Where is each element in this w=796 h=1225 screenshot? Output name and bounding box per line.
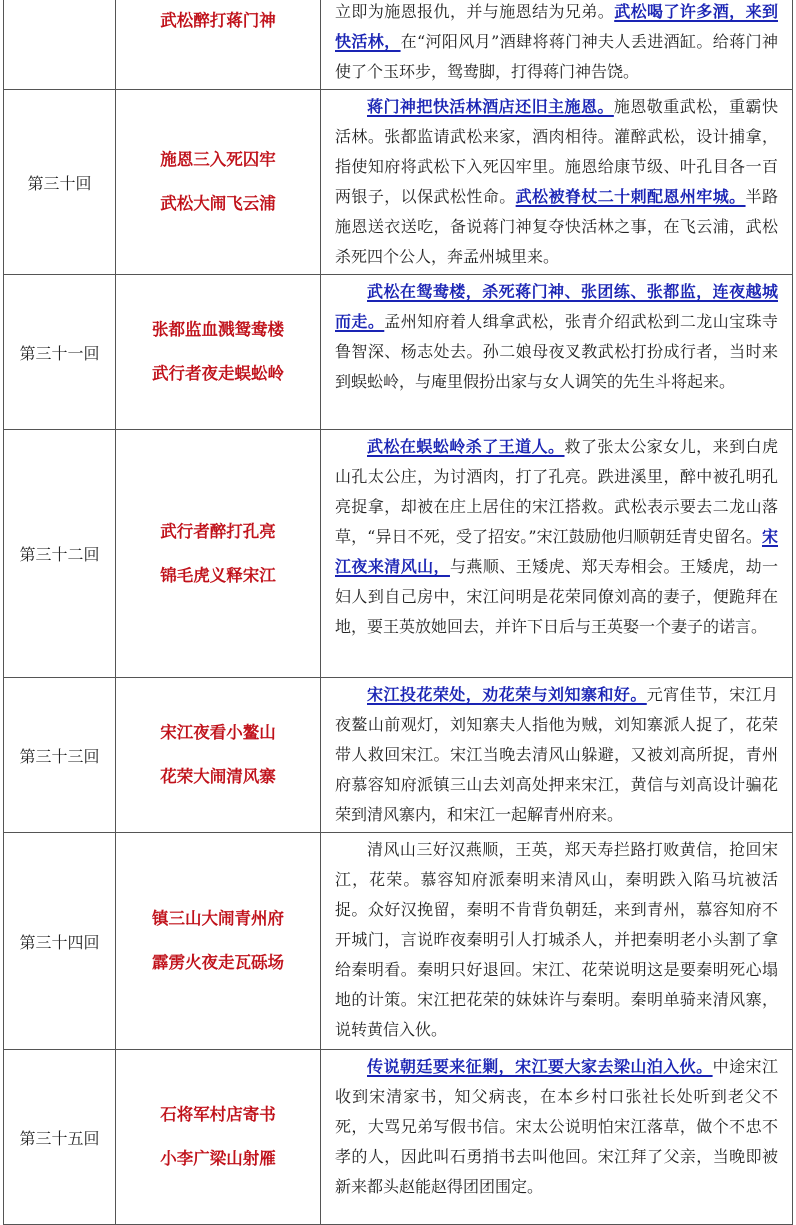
chapter-title-cell [116,275,321,430]
chapter-row [4,275,793,430]
highlighted-phrase: 武松喝了许多酒，来到快活林， [335,2,778,51]
summary-text: 元宵佳节，宋江月夜鳌山前观灯，刘知寨夫人指他为贼，刘知寨派人捉了，花荣带人救回宋江。宋江当晚去清风山躲避，又被刘高所捉，青州府慕容知府派镇三山去刘高处押来宋江，黄信与刘高设计骗花荣到清风寨内，和宋江一起解青州府来。 [335,685,778,824]
chapter-row [4,0,793,90]
highlighted-phrase: 蒋门神把快活林酒店还旧主施恩。 [367,97,614,116]
summary-paragraph [335,680,778,830]
chapter-summary [321,275,793,430]
chapter-title-cell [116,0,321,90]
chapter-title-line: 武行者夜走蜈蚣岭 [152,364,284,383]
summary-text: 在“河阳风月”酒肆将蒋门神夫人丢进酒缸。给蒋门神使了个玉环步，鸳鸯脚，打得蒋门神告饶。 [335,32,778,81]
chapter-title-line: 石将军村店寄书 [160,1105,276,1124]
chapter-summary [321,0,793,90]
summary-paragraph [335,835,778,1045]
summary-text: 救了张太公家女儿，来到白虎山孔太公庄，为讨酒肉，打了孔亮。跌进溪里，醉中被孔明孔亮捉拿，却被在庄上居住的宋江搭救。武松表示要去二龙山落草，“异日不死，受了招安。”宋江鼓励他归顺朝廷青史留名。 [335,437,778,546]
chapter-summary-table [3,0,793,1225]
summary-text: 孟州知府着人缉拿武松，张青介绍武松到二龙山宝珠寺鲁智深、杨志处去。孙二娘母夜叉教武松打扮成行者，当时来到蜈蚣岭，与庵里假扮出家与女人调笑的先生斗将起来。 [335,312,778,391]
highlighted-phrase: 宋江夜来清风山， [335,527,778,576]
chapter-row [4,833,793,1050]
chapter-row [4,678,793,833]
highlighted-phrase: 传说朝廷要来征剿，宋江要大家去梁山泊入伙。 [367,1057,713,1076]
chapter-title-line: 武行者醉打孔亮 [160,521,276,541]
chapter-row [4,90,793,275]
chapter-summary [321,90,793,275]
chapter-number: 第三十二回 [4,430,116,678]
chapter-title-cell [116,678,321,833]
chapter-number: 第三十一回 [4,275,116,430]
summary-paragraph [335,1052,778,1202]
summary-text: 中途宋江收到宋清家书，知父病丧，在本乡村口张社长处听到老父不死，大骂兄弟写假书信。宋太公说明怕宋江落草，做个不忠不孝的人，因此叫石勇捎书去叫他回。宋江拜了父亲，当晚即被新来都头赵能赵得团团围定。 [335,1057,778,1196]
chapter-title-line: 张都监血溅鸳鸯楼 [152,320,284,339]
chapter-summary [321,1050,793,1225]
table-body [4,0,793,1225]
summary-text: 施恩敬重武松，重霸快活林。张都监请武松来家，酒肉相待。灌醉武松，设计捕拿，指使知府将武松下入死囚牢里。施恩给康节级、叶孔目各一百两银子，以保武松性命。 [335,97,778,206]
chapter-title-line: 宋江夜看小鳌山 [160,723,276,742]
summary-text: 与燕顺、王矮虎、郑天寿相会。王矮虎，劫一妇人到自己房中，宋江问明是花荣同僚刘高的妻子，便跪拜在地，要王英放她回去，并许下日后与王英娶一个妻子的诺言。 [335,557,778,636]
summary-paragraph [335,0,778,87]
chapter-title-line: 施恩三入死囚牢 [160,150,276,169]
chapter-number: 第三十三回 [4,678,116,833]
summary-text: 清风山三好汉燕顺，王英，郑天寿拦路打败黄信，抢回宋江，花荣。慕容知府派秦明来清风山，秦明跌入陷马坑被活捉。众好汉挽留，秦明不肯背负朝廷，来到青州，慕容知府不开城门，言说昨夜秦明引人打城杀人，并把秦明老小头割了拿给秦明看。秦明只好退回。宋江、花荣说明这是要秦明死心塌地的计策。宋江把花荣的妹妹许与秦明。秦明单骑来清风寨，说转黄信入伙。 [335,840,778,1039]
chapter-title-line: 武松醉打蒋门神 [160,11,276,30]
chapter-title-line: 小李广梁山射雁 [160,1149,276,1168]
chapter-number: 第三十四回 [4,833,116,1050]
chapter-row [4,430,793,678]
chapter-title-line: 镇三山大闹青州府 [152,909,284,928]
chapter-title-cell [116,1050,321,1225]
chapter-title-line: 锦毛虎义释宋江 [160,565,276,585]
summary-paragraph [335,432,778,642]
highlighted-phrase: 宋江投花荣处，劝花荣与刘知寨和好。 [367,685,647,704]
chapter-summary [321,833,793,1050]
chapter-summary [321,678,793,833]
chapter-title-cell [116,833,321,1050]
chapter-number: 第三十五回 [4,1050,116,1225]
chapter-number [4,0,116,90]
chapter-title-line: 霹雳火夜走瓦砾场 [152,953,284,972]
summary-paragraph [335,277,778,397]
chapter-title-line: 花荣大闹清风寨 [160,767,276,786]
chapter-row [4,1050,793,1225]
summary-paragraph [335,92,778,272]
chapter-number: 第三十回 [4,90,116,275]
chapter-title-line: 武松大闹飞云浦 [160,194,276,213]
highlighted-phrase: 武松被脊杖二十刺配恩州牢城。 [515,187,746,206]
summary-text: 半路施恩送衣送吃，备说蒋门神复夺快活林之事，在飞云浦，武松杀死四个公人，奔孟州城里来。 [335,187,778,266]
highlighted-phrase: 武松在蜈蚣岭杀了王道人。 [367,437,565,456]
chapter-title-cell [116,90,321,275]
summary-text: 立即为施恩报仇，并与施恩结为兄弟。 [335,2,615,21]
chapter-summary [321,430,793,678]
chapter-title-cell [116,430,321,678]
highlighted-phrase: 武松在鸳鸯楼，杀死蒋门神、张团练、张都监，连夜越城而走。 [335,282,778,331]
